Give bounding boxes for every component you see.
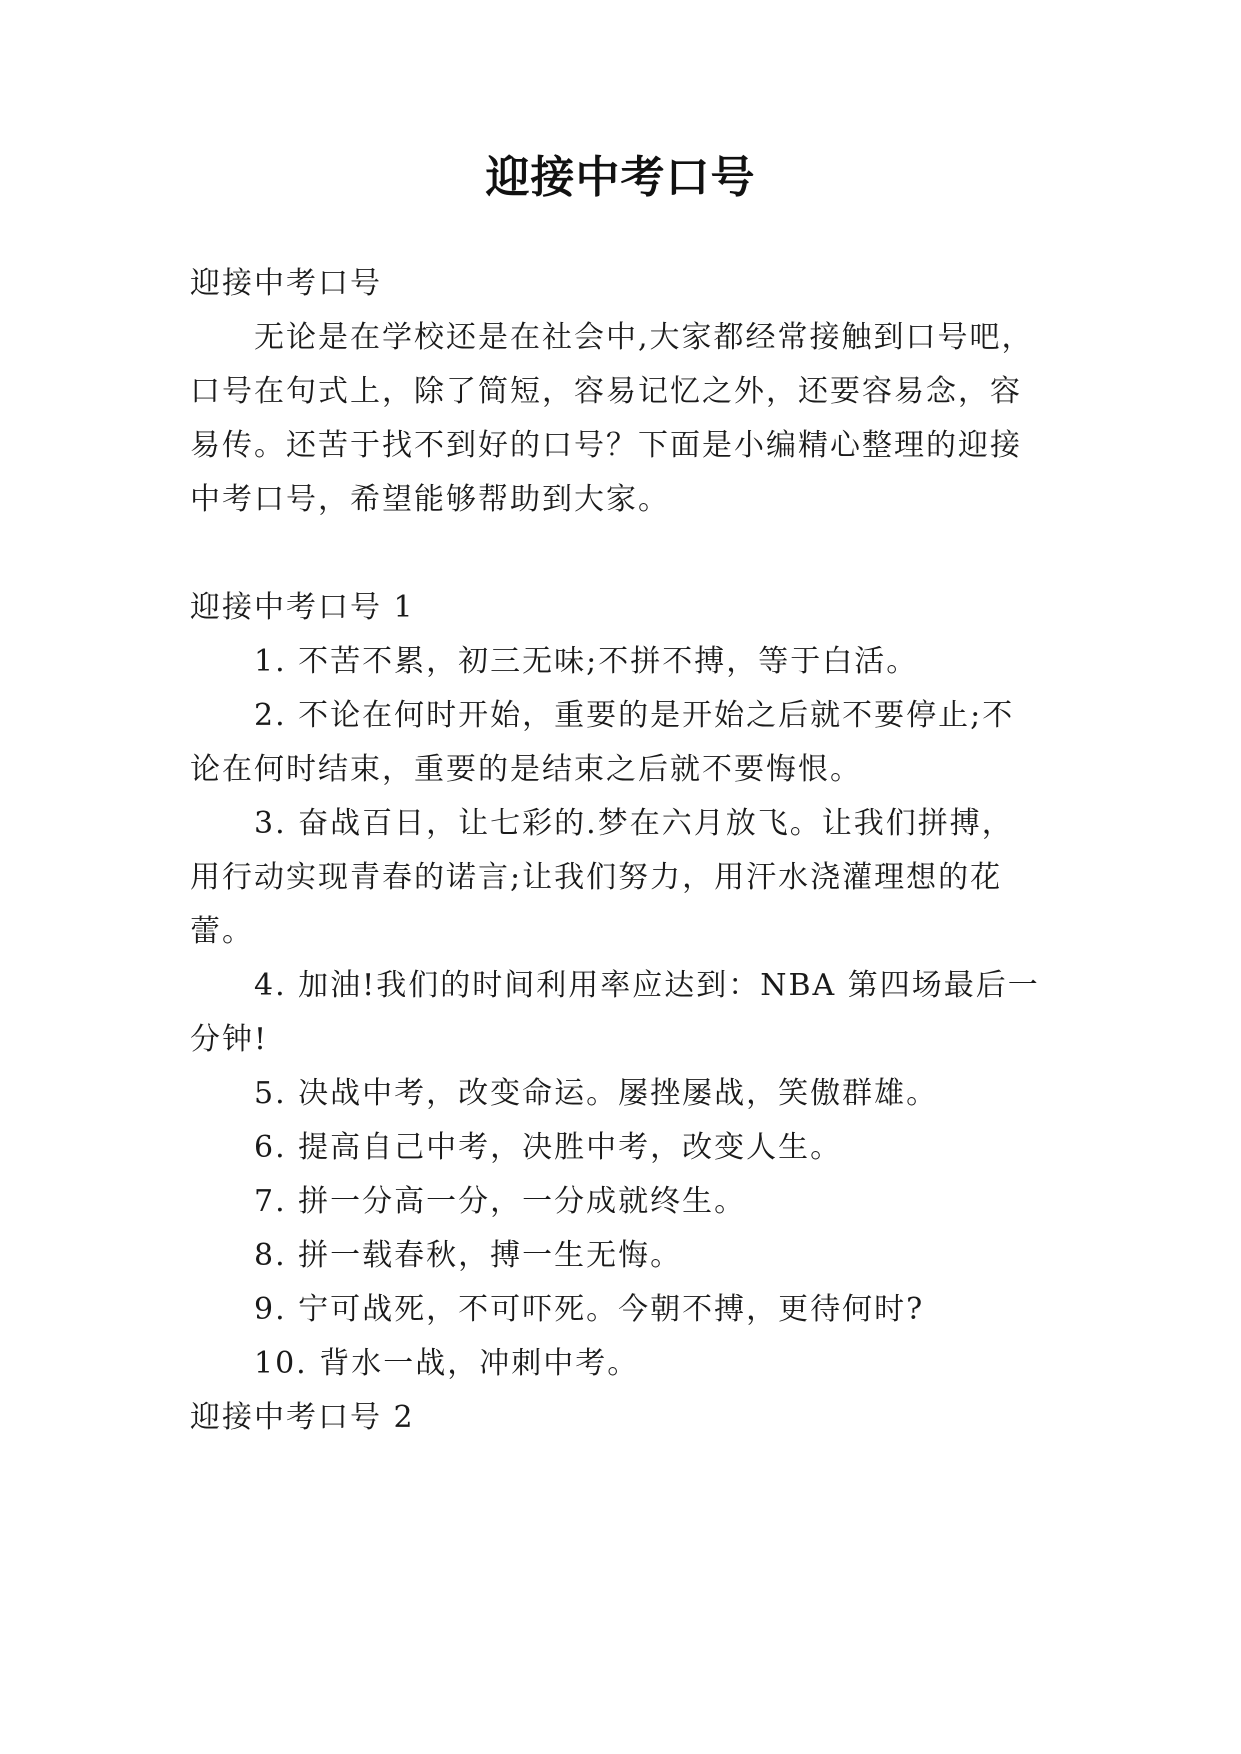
slogan-item-10: 10. 背水一战，冲刺中考。 xyxy=(254,1346,640,1381)
slogan-item-8: 8. 拼一载春秋，搏一生无悔。 xyxy=(254,1238,683,1273)
section-heading-1: 迎接中考口号 1 xyxy=(190,590,415,625)
slogan-item-2-cont: 论在何时结束，重要的是结束之后就不要悔恨。 xyxy=(190,752,862,787)
slogan-item-4-cont: 分钟! xyxy=(190,1022,269,1057)
slogan-item-7: 7. 拼一分高一分，一分成就终生。 xyxy=(254,1184,747,1219)
document-title: 迎接中考口号 xyxy=(485,152,756,203)
slogan-item-1: 1. 不苦不累，初三无味;不拼不搏，等于白活。 xyxy=(254,644,919,679)
intro-line-1: 无论是在学校还是在社会中,大家都经常接触到口号吧， xyxy=(254,320,1034,355)
section-heading-2: 迎接中考口号 2 xyxy=(190,1400,415,1435)
slogan-item-4: 4. 加油!我们的时间利用率应达到：NBA 第四场最后一 xyxy=(254,968,1040,1003)
slogan-item-3-cont2: 蕾。 xyxy=(190,914,254,949)
subheading: 迎接中考口号 xyxy=(190,266,382,301)
slogan-item-6: 6. 提高自己中考，决胜中考，改变人生。 xyxy=(254,1130,843,1165)
intro-line-2: 口号在句式上，除了简短，容易记忆之外，还要容易念，容 xyxy=(190,374,1022,409)
slogan-item-2: 2. 不论在何时开始，重要的是开始之后就不要停止;不 xyxy=(254,698,1015,733)
slogan-item-3-cont: 用行动实现青春的诺言;让我们努力，用汗水浇灌理想的花 xyxy=(190,860,1003,895)
intro-line-4: 中考口号，希望能够帮助到大家。 xyxy=(190,482,670,517)
slogan-item-9: 9. 宁可战死，不可吓死。今朝不搏，更待何时? xyxy=(254,1292,925,1327)
slogan-item-5: 5. 决战中考，改变命运。屡挫屡战，笑傲群雄。 xyxy=(254,1076,939,1111)
slogan-item-3: 3. 奋战百日，让七彩的.梦在六月放飞。让我们拼搏， xyxy=(254,806,1014,841)
intro-line-3: 易传。还苦于找不到好的口号？下面是小编精心整理的迎接 xyxy=(190,428,1022,463)
